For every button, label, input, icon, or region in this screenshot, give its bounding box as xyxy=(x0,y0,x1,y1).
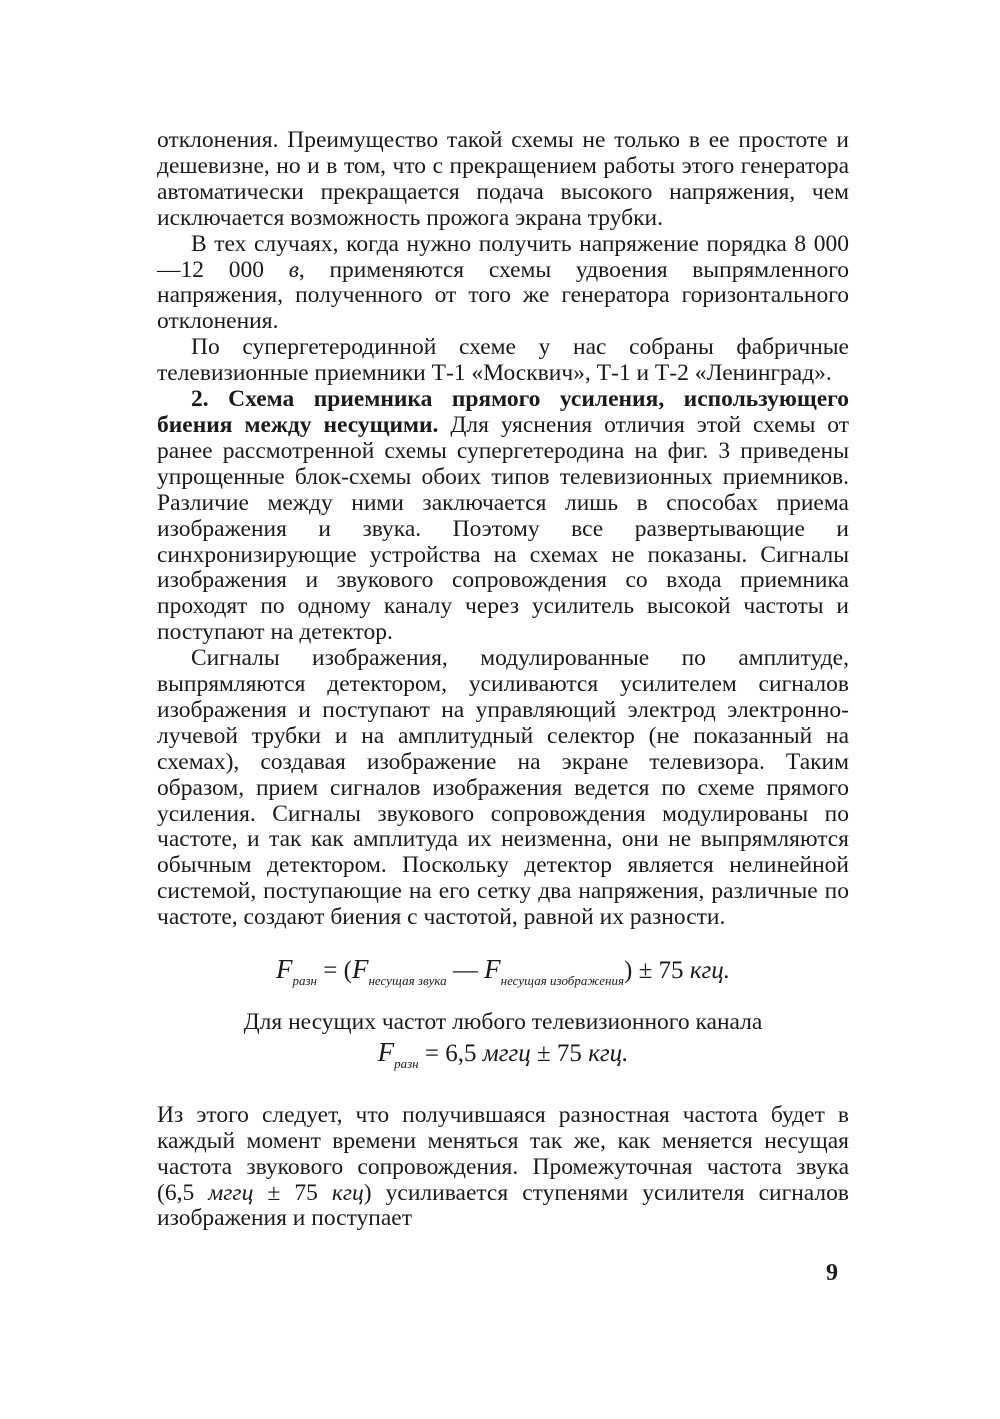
formula-subscript: разн xyxy=(292,973,318,989)
formula-text: = ( xyxy=(317,957,352,985)
formula-text: — xyxy=(446,957,485,985)
section-heading: 2. Схема приемника прямого усиления, использующего биения между несущими. xyxy=(157,386,849,438)
paragraph-7-text-mid: ± 75 xyxy=(253,1179,332,1206)
formula-symbol: F xyxy=(377,1036,395,1067)
formula-symbol: F xyxy=(275,954,293,985)
paragraph-6: Для несущих частот любого телевизионного канала xyxy=(243,1009,763,1035)
formula-unit: кгц. xyxy=(588,1039,629,1067)
khz-unit: кгц xyxy=(331,1179,364,1206)
paragraph-2-text-b: , применяются схемы удвоения выпрямленного напряжения, полученного от того же генератора горизонтального отклонения. xyxy=(157,256,849,335)
paragraph-4-body: Для уяснения отличия этой схемы от ранее рассмотренной схемы супергетеродина на фиг. 3 приведены упрощенные блок-схемы обоих типов телевизионных приемников. Различие между ними заключается лишь в способах приема изображения и звука. Поэтому все развертывающие и синхронизирующие устройства на схемах не показаны. Сигналы изображения и звукового сопровождения со входа приемника проходят по одному каналу через усилитель высокой частоты и поступают на детектор. xyxy=(157,411,850,646)
formula-difference-frequency xyxy=(157,954,849,994)
formula-text: = 6,5 xyxy=(418,1039,483,1067)
paragraph-2-text-a: В тех случаях, когда нужно получить напряжение порядка 8 000—12 000 xyxy=(157,230,849,283)
formula-text: ± 75 xyxy=(530,1039,589,1067)
paragraph-7-text-b: ) усиливается ступенями усилителя сигналов изображения и поступает xyxy=(157,1179,849,1232)
paragraph-2 xyxy=(157,232,849,336)
paragraph-1: отклонения. Преимущество такой схемы не только в ее простоте и дешевизне, но и в том, что с прекращением работы этого генератора автоматически прекращается подача высокого напряжения, чем исключается возможность прожога экрана трубки. xyxy=(157,127,849,231)
formula-subscript: несущая изображения xyxy=(500,973,625,989)
formula-unit: кгц. xyxy=(689,957,731,985)
formula-symbol: F xyxy=(351,954,369,985)
paragraph-7 xyxy=(157,1103,849,1233)
paragraph-4 xyxy=(157,387,849,646)
mhz-unit: мггц xyxy=(208,1179,254,1206)
page-body xyxy=(157,128,849,1232)
formula-subscript: разн xyxy=(394,1055,419,1071)
formula-symbol: F xyxy=(484,954,501,985)
formula-subscript: несущая звука xyxy=(368,973,447,989)
formula-channel-frequency xyxy=(157,1036,849,1077)
paragraph-5: Сигналы изображения, модулированные по амплитуде, выпрямляются детектором, усиливаются усилителем сигналов изображения и поступают на управляющий электрод электронно-лучевой трубки и на амплитудный селектор (не показанный на схемах), создавая изображение на экране телевизора. Таким образом, прием сигналов изображения ведется по схеме прямого усиления. Сигналы звукового сопровождения модулированы по частоте, и так как амплитуда их неизменна, они не выпрямляются обычным детектором. Поскольку детектор является нелинейной системой, поступающие на его сетку два напряжения, различные по частоте, создают биения с частотой, равной их разности. xyxy=(157,645,849,931)
page-number: 9 xyxy=(826,1260,838,1286)
paragraph-7-text-a: Из этого следует, что получившаяся разностная частота будет в каждый момент времени меняться так же, как меняется несущая частота звукового сопровождения. Промежуточная частота звука (6,5 xyxy=(157,1101,849,1206)
volt-unit: в xyxy=(288,256,299,283)
formula-text: ) ± 75 xyxy=(624,957,690,985)
paragraph-3: По супергетеродинной схеме у нас собраны фабричные телевизионные приемники Т-1 «Москвич», Т-1 и Т-2 «Ленинград». xyxy=(157,334,849,387)
formula-unit: мггц xyxy=(482,1039,531,1067)
